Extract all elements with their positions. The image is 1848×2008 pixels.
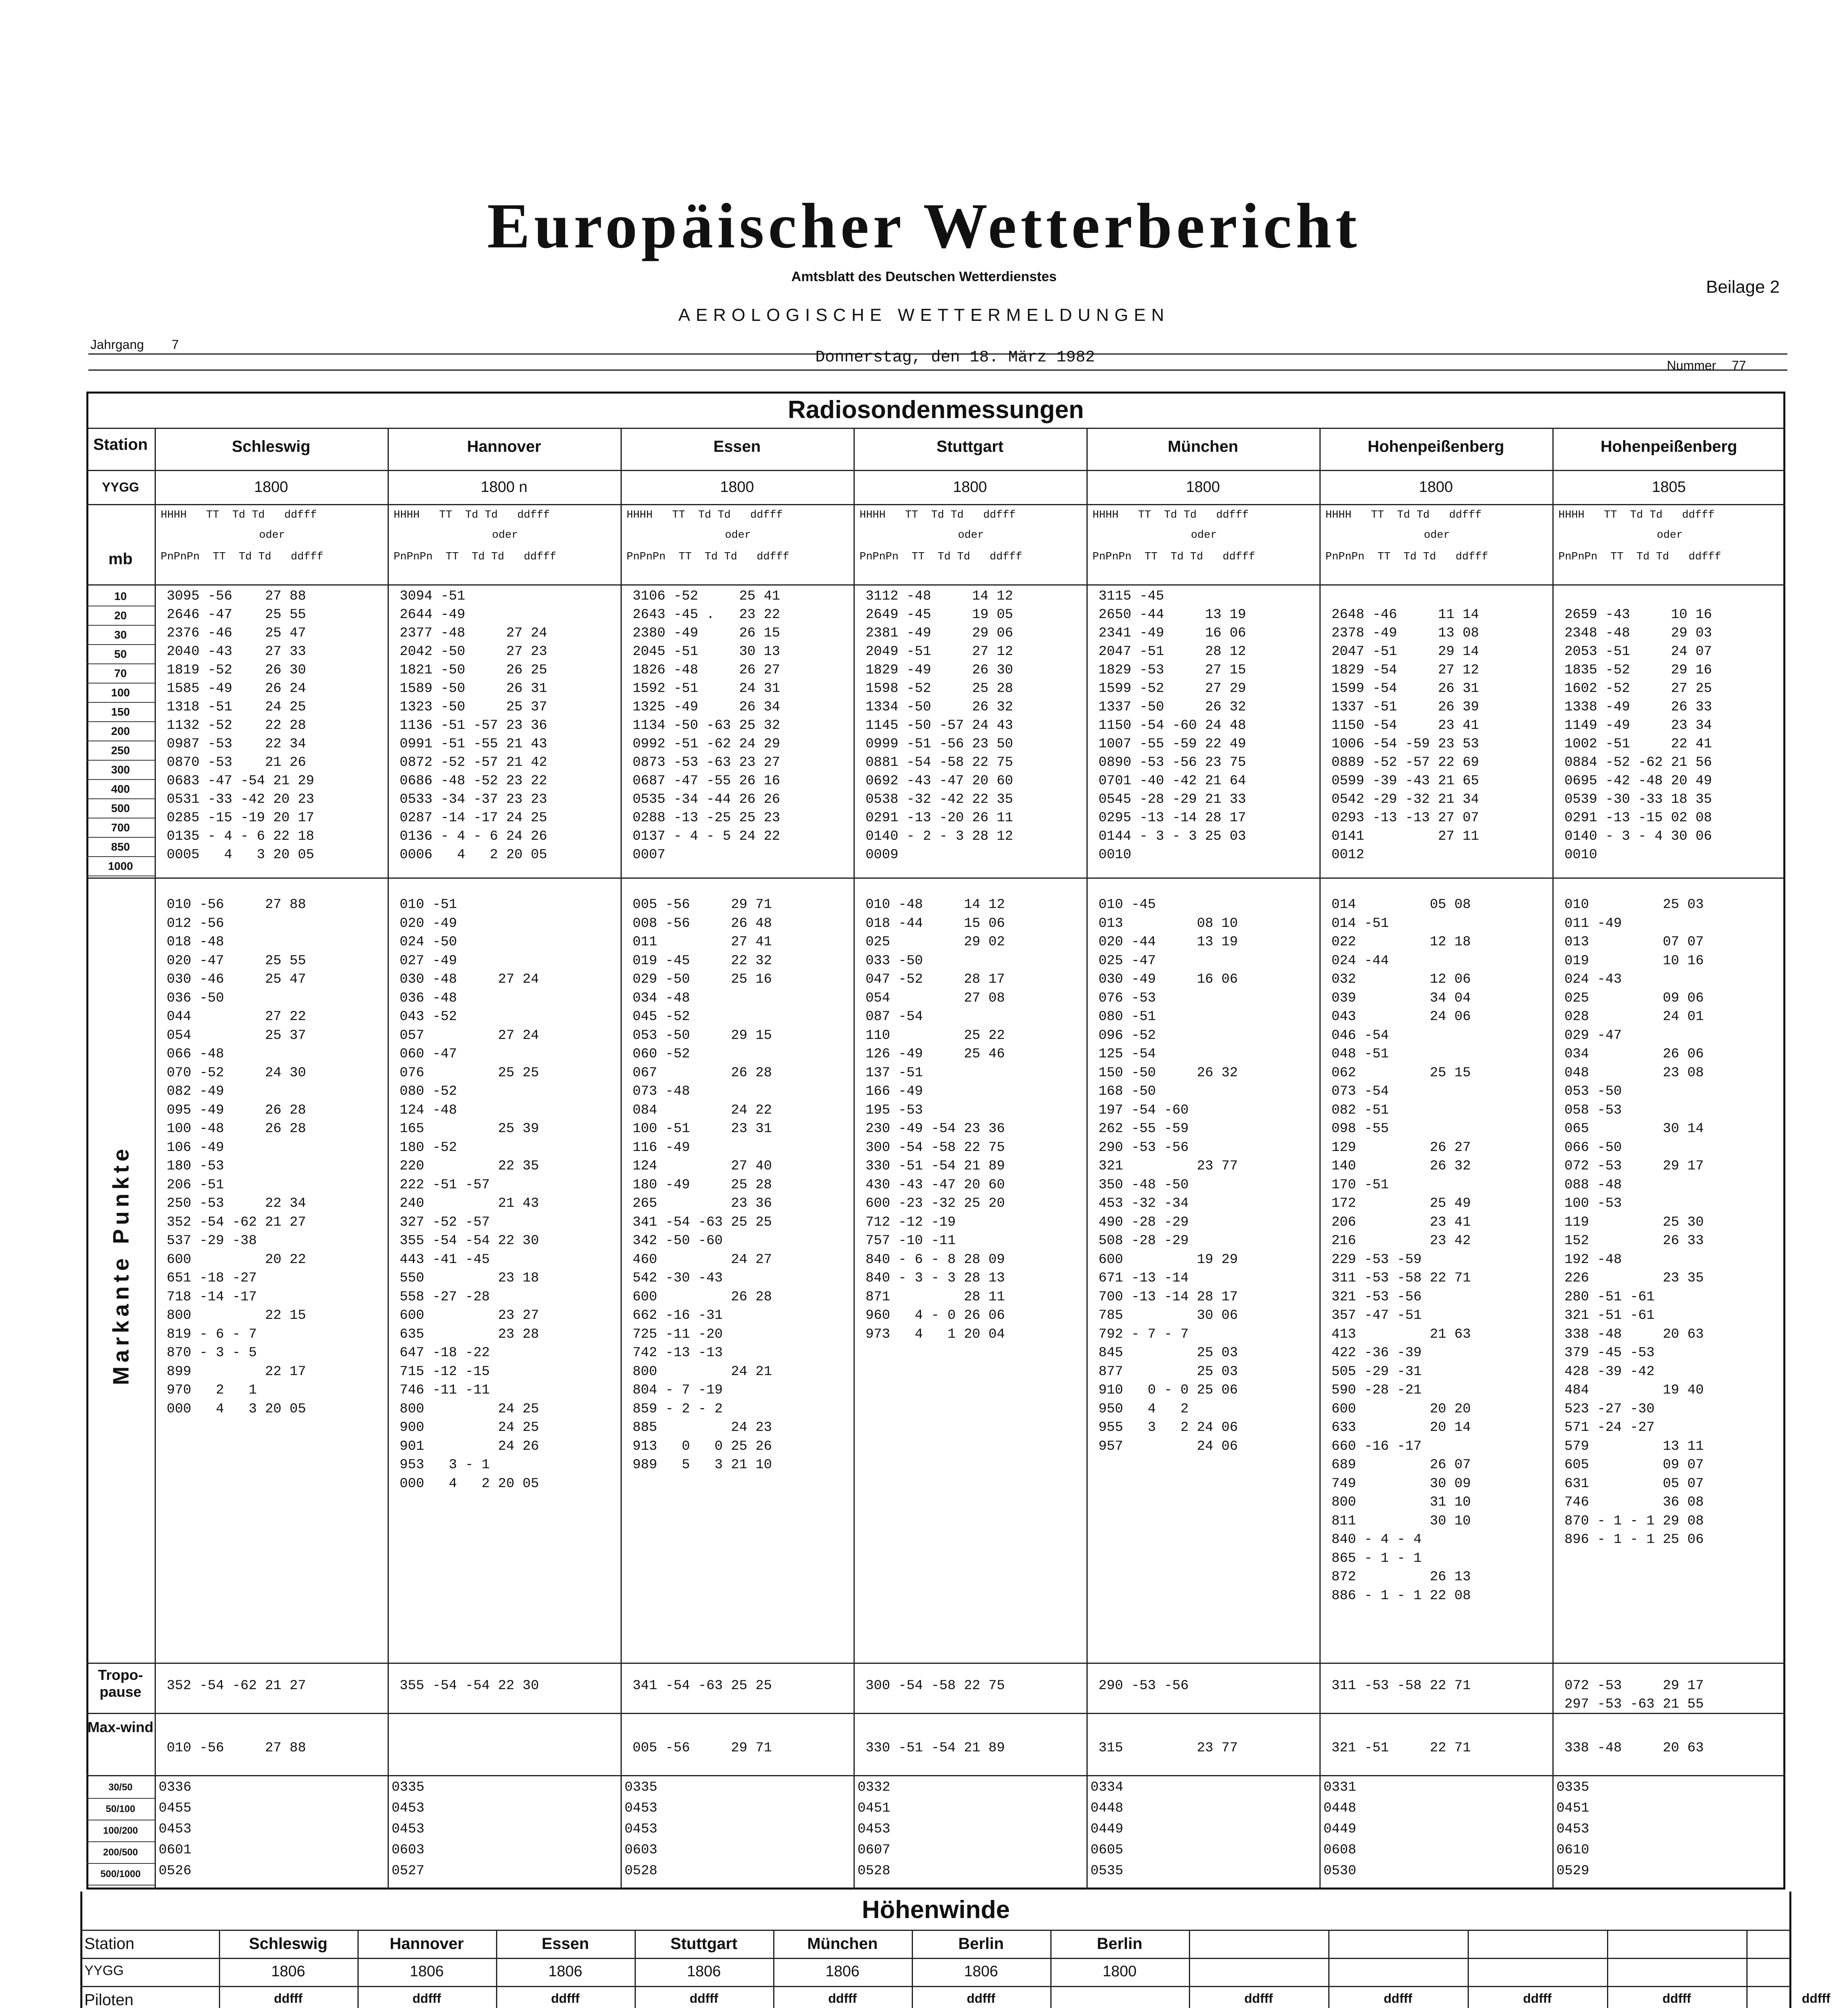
- rule: [86, 470, 1785, 471]
- column-divider: [1319, 428, 1321, 1890]
- rule: [80, 1930, 1791, 1931]
- pressure-level: 400: [86, 780, 155, 799]
- station-name: Stuttgart: [936, 438, 1004, 455]
- hw-station-yygg: 1806: [964, 1963, 998, 1980]
- standard-level-data: 2659 -43 10 16 2348 -48 29 03 2053 -51 24 07 1835 -52 29 16 1602 -52 27 25 1338 -49 26 33 1149 -49 23 34 1002 -51 22 41 0884 -52 -62 21 56 0695 -42 -48 20 49 0539 -30 -33 18 35 0291 -13 -15 02 08 0140 - 3 - 4 30 06 0010: [1564, 607, 1712, 863]
- hw-station-name: Berlin: [958, 1935, 1004, 1953]
- shear-labels: [86, 1777, 155, 1886]
- hw-yygg-label: YYGG: [84, 1963, 124, 1978]
- jahrgang-row: [90, 337, 179, 352]
- column-header: PnPnPn TT Td Td ddfff: [1325, 551, 1489, 563]
- markante-punkte-data: 005 -56 29 71 008 -56 26 48 011 27 41 019 -45 22 32 029 -50 25 16 034 -48 045 -52 053 -50 29 15 060 -52 067 26 28 073 -48 084 24 22 100 -51 23 31 116 -49 124 27 40 180 -49 25 28 265 23 36 341 -54 -63 25 25 342 -50 -60 460 24 27 542 -30 -43 600 26 28 662 -16 -31 725 -11 -20 742 -13 -13 800 24 21 804 - 7 -19 859 - 2 - 2 885 24 23 913 0 0 25 26 989 5 3 21 10: [633, 897, 772, 1473]
- pressure-level: 300: [86, 761, 155, 780]
- column-divider: [854, 428, 855, 1890]
- hw-piloten-label: Piloten: [84, 1991, 134, 2008]
- hw-station-yygg: 1806: [271, 1963, 305, 1980]
- markante-punkte-data: 010 -51 020 -49 024 -50 027 -49 030 -48 27 24 036 -48 043 -52 057 27 24 060 -47 076 25 25 080 -52 124 -48 165 25 39 180 -52 220 22 35 222 -51 -57 240 21 43 327 -52 -57 355 -54 -54 22 30 443 -41 -45 550 23 18 558 -27 -28 600 23 27 635 23 28 647 -18 -22 715 -12 -15 746 -11 -11 800 24 25 900 24 25 901 24 26 953 3 - 1 000 4 2 20 05: [400, 897, 539, 1492]
- pressure-level: 20: [86, 606, 155, 626]
- column-header-oder: oder: [958, 529, 984, 541]
- hw-unit: ddfff: [1523, 1991, 1552, 2006]
- markante-punkte-data: 010 -45 013 08 10 020 -44 13 19 025 -47 030 -49 16 06 076 -53 080 -51 096 -52 125 -54 150 -50 26 32 168 -50 197 -54 -60 262 -55 -59 290 -53 -56 321 23 77 350 -48 -50 453 -32 -34 490 -28 -29 508 -28 -29 600 19 29 671 -13 -14 700 -13 -14 28 17 785 30 06 792 - 7 - 7 845 25 03 877 25 03 910 0 - 0 25 06 950 4 2 955 3 2 24 06 957 24 06: [1099, 897, 1238, 1454]
- column-divider: [1552, 428, 1554, 1890]
- page-title: Europäischer Wetterbericht: [487, 190, 1361, 261]
- hw-station-name: Berlin: [1097, 1935, 1143, 1953]
- maxwind-data: 010 -56 27 88: [167, 1741, 306, 1756]
- jahrgang-value: 7: [172, 337, 179, 352]
- station-name: Schleswig: [232, 438, 310, 455]
- tropopause-data: 072 -53 29 17 297 -53 -63 21 55: [1564, 1678, 1704, 1712]
- column-divider: [1086, 428, 1088, 1890]
- hw-unit: ddfff: [551, 1991, 580, 2006]
- markante-punkte-data: 014 05 08 014 -51 022 12 18 024 -44 032 12 06 039 34 04 043 24 06 046 -54 048 -51 062 25 15 073 -54 082 -51 098 -55 129 26 27 140 26 32 170 -51 172 25 49 206 23 41 216 23 42 229 -53 -59 311 -53 -58 22 71 321 -53 -56 357 -47 -51 413 21 63 422 -36 -39 505 -29 -31 590 -28 -21 600 20 20 633 20 14 660 -16 -17 689 26 07 749 30 09 800 31 10 811 30 10 840 - 4 - 4 865 - 1 - 1 872 26 13 886 - 1 - 1 22 08: [1331, 897, 1471, 1604]
- rule: [86, 428, 1785, 429]
- rule: [86, 1775, 1785, 1776]
- shear-layer-label: 50/100: [86, 1799, 155, 1820]
- shear-layer-label: 100/200: [86, 1820, 155, 1842]
- column-header-oder: oder: [1191, 529, 1217, 541]
- standard-level-data: 3094 -51 2644 -49 2377 -48 27 24 2042 -50 27 23 1821 -50 26 25 1589 -50 26 31 1323 -50 25 37 1136 -51 -57 23 36 0991 -51 -55 21 43 0872 -52 -57 21 42 0686 -48 -52 23 22 0533 -34 -37 23 23 0287 -14 -17 24 25 0136 - 4 - 6 24 26 0006 4 2 20 05: [400, 589, 547, 863]
- shear-data: 0335 0451 0453 0610 0529: [1556, 1780, 1589, 1879]
- column-header: HHHH TT Td Td ddfff: [860, 509, 1016, 521]
- mb-label: mb: [108, 550, 133, 568]
- station-yygg: 1805: [1652, 479, 1686, 496]
- jahrgang-label: Jahrgang: [90, 337, 144, 352]
- hw-station-name: Stuttgart: [670, 1935, 737, 1953]
- tropopause-data: 290 -53 -56: [1099, 1678, 1189, 1694]
- nummer-value: 77: [1732, 358, 1746, 373]
- hw-station-yygg: 1806: [410, 1963, 444, 1980]
- column-divider: [388, 428, 389, 1890]
- nummer-row: [1667, 358, 1746, 373]
- markante-punkte-data: 010 -48 14 12 018 -44 15 06 025 29 02 033 -50 047 -52 28 17 054 27 08 087 -54 110 25 22 126 -49 25 46 137 -51 166 -49 195 -53 230 -49 -54 23 36 300 -54 -58 22 75 330 -51 -54 21 89 430 -43 -47 20 60 600 -23 -32 25 20 712 -12 -19 757 -10 -11 840 - 6 - 8 28 09 840 - 3 - 3 28 13 871 28 11 960 4 - 0 26 06 973 4 1 20 04: [866, 897, 1005, 1342]
- pressure-level: 500: [86, 799, 155, 818]
- hw-unit: ddfff: [966, 1991, 996, 2006]
- maxwind-data: 330 -51 -54 21 89: [866, 1741, 1005, 1756]
- hw-station-name: Schleswig: [249, 1935, 328, 1953]
- hw-unit: ddfff: [828, 1991, 857, 2006]
- column-divider: [621, 428, 622, 1890]
- column-header: PnPnPn TT Td Td ddfff: [394, 551, 557, 563]
- hw-station-name: Essen: [541, 1935, 589, 1953]
- publisher-line: Amtsblatt des Deutschen Wetterdienstes: [791, 269, 1057, 284]
- markante-punkte-data: 010 25 03 011 -49 013 07 07 019 10 16 024 -43 025 09 06 028 24 01 029 -47 034 26 06 048 23 08 053 -50 058 -53 065 30 14 066 -50 072 -53 29 17 088 -48 100 -53 119 25 30 152 26 33 192 -48 226 23 35 280 -51 -61 321 -51 -61 338 -48 20 63 379 -45 -53 428 -39 -42 484 19 40 523 -27 -30 571 -24 -27 579 13 11 605 09 07 631 05 07 746 36 08 870 - 1 - 1 29 08 896 - 1 - 1 25 06: [1564, 897, 1704, 1547]
- station-yygg: 1800 n: [480, 479, 528, 496]
- pressure-level: 700: [86, 818, 155, 838]
- shear-layer-label: 200/500: [86, 1842, 155, 1864]
- shear-data: 0332 0451 0453 0607 0528: [858, 1780, 890, 1879]
- station-name: Hannover: [467, 438, 541, 455]
- hw-unit: ddfff: [689, 1991, 719, 2006]
- pressure-level: 50: [86, 645, 155, 664]
- pressure-level: 200: [86, 722, 155, 741]
- tropopause-data: 300 -54 -58 22 75: [866, 1678, 1005, 1694]
- station-label: Station: [93, 436, 148, 453]
- station-yygg: 1800: [254, 479, 288, 496]
- column-header: PnPnPn TT Td Td ddfff: [860, 551, 1023, 563]
- section-heading: AEROLOGISCHE WETTERMELDUNGEN: [678, 305, 1170, 325]
- rule: [80, 1958, 1791, 1959]
- hw-station-yygg: 1800: [1103, 1963, 1137, 1980]
- hw-station-name: Hannover: [390, 1935, 464, 1953]
- station-name: Hohenpeißenberg: [1367, 438, 1505, 455]
- column-header: PnPnPn TT Td Td ddfff: [1092, 551, 1256, 563]
- markante-punkte-label-box: [86, 1084, 155, 1446]
- standard-level-data: 3106 -52 25 41 2643 -45 . 23 22 2380 -49 26 15 2045 -51 30 13 1826 -48 26 27 1592 -51 24 31 1325 -49 26 34 1134 -50 -63 25 32 0992 -51 -62 24 29 0873 -53 -63 23 27 0687 -47 -55 26 16 0535 -34 -44 26 26 0288 -13 -25 25 23 0137 - 4 - 5 24 22 0007: [633, 589, 780, 863]
- shear-data: 0335 0453 0453 0603 0528: [625, 1780, 658, 1879]
- station-name: München: [1168, 438, 1238, 455]
- column-header-oder: oder: [725, 529, 751, 541]
- station-yygg: 1800: [1419, 479, 1453, 496]
- column-header: HHHH TT Td Td ddfff: [161, 509, 317, 521]
- hw-unit: ddfff: [1383, 1991, 1413, 2006]
- standard-level-data: 3112 -48 14 12 2649 -45 19 05 2381 -49 29 06 2049 -51 27 12 1829 -49 26 30 1598 -52 25 28 1334 -50 26 32 1145 -50 -57 24 43 0999 -51 -56 23 50 0881 -54 -58 22 75 0692 -43 -47 20 60 0538 -32 -42 22 35 0291 -13 -20 26 11 0140 - 2 - 3 28 12 0009: [866, 589, 1013, 863]
- pressure-level: 10: [86, 587, 155, 606]
- column-header: HHHH TT Td Td ddfff: [394, 509, 550, 521]
- column-header: HHHH TT Td Td ddfff: [627, 509, 783, 521]
- nummer-label: Nummer: [1667, 358, 1716, 373]
- pressure-level: 100: [86, 684, 155, 703]
- station-yygg: 1800: [1186, 479, 1220, 496]
- hw-station-label: Station: [84, 1935, 135, 1953]
- standard-level-data: 3095 -56 27 88 2646 -47 25 55 2376 -46 25 47 2040 -43 27 33 1819 -52 26 30 1585 -49 26 24 1318 -51 24 25 1132 -52 22 28 0987 -53 22 34 0870 -53 21 26 0683 -47 -54 21 29 0531 -33 -42 20 23 0285 -15 -19 20 17 0135 - 4 - 6 22 18 0005 4 3 20 05: [167, 589, 314, 863]
- tropopause-label: Tropo-pause: [98, 1667, 143, 1700]
- pressure-level: 70: [86, 664, 155, 684]
- tropopause-data: 355 -54 -54 22 30: [400, 1678, 539, 1694]
- markante-punkte-label: Markante Punkte: [108, 1145, 133, 1386]
- shear-data: 0335 0453 0453 0603 0527: [392, 1780, 425, 1879]
- pressure-levels: [86, 587, 155, 876]
- maxwind-label: Max-wind: [87, 1719, 153, 1735]
- hoehenwinde-title: Höhenwinde: [862, 1896, 1010, 1924]
- station-yygg: 1800: [953, 479, 987, 496]
- standard-level-data: 3115 -45 2650 -44 13 19 2341 -49 16 06 2047 -51 28 12 1829 -53 27 15 1599 -52 27 29 1337 -50 26 32 1150 -54 -60 24 48 1007 -55 -59 22 49 0890 -53 -56 23 75 0701 -40 -42 21 64 0545 -28 -29 21 33 0295 -13 -14 28 17 0144 - 3 - 3 25 03 0010: [1099, 589, 1246, 863]
- column-header: PnPnPn TT Td Td ddfff: [1558, 551, 1721, 563]
- hw-station-yygg: 1806: [548, 1963, 582, 1980]
- header-rule-bottom: [88, 369, 1787, 371]
- hw-unit: ddfff: [1662, 1991, 1691, 2006]
- rule: [86, 1713, 1785, 1714]
- station-name: Hohenpeißenberg: [1600, 438, 1738, 455]
- rule: [86, 877, 1785, 879]
- radiosonde-title: Radiosondenmessungen: [788, 396, 1084, 424]
- maxwind-data: 338 -48 20 63: [1564, 1741, 1704, 1756]
- shear-data: 0334 0448 0449 0605 0535: [1090, 1780, 1123, 1879]
- hw-station-yygg: 1806: [825, 1963, 860, 1980]
- rule: [86, 1663, 1785, 1664]
- pressure-level: 1000: [86, 857, 155, 876]
- pressure-level: 30: [86, 626, 155, 645]
- tropopause-data: 352 -54 -62 21 27: [167, 1678, 306, 1694]
- yygg-label: YYGG: [102, 480, 139, 494]
- markante-punkte-data: 010 -56 27 88 012 -56 018 -48 020 -47 25 55 030 -46 25 47 036 -50 044 27 22 054 25 37 066 -48 070 -52 24 30 082 -49 095 -49 26 28 100 -48 26 28 106 -49 180 -53 206 -51 250 -53 22 34 352 -54 -62 21 27 537 -29 -38 600 20 22 651 -18 -27 718 -14 -17 800 22 15 819 - 6 - 7 870 - 3 - 5 899 22 17 970 2 1 000 4 3 20 05: [167, 897, 306, 1417]
- column-header: PnPnPn TT Td Td ddfff: [161, 551, 324, 563]
- shear-data: 0336 0455 0453 0601 0526: [159, 1780, 192, 1879]
- issue-date: Donnerstag, den 18. März 1982: [815, 349, 1095, 367]
- pressure-level: 850: [86, 838, 155, 857]
- column-header-oder: oder: [259, 529, 285, 541]
- hw-unit: ddfff: [412, 1991, 441, 2006]
- rule: [80, 1986, 1791, 1987]
- shear-data: 0331 0448 0449 0608 0530: [1323, 1780, 1356, 1879]
- beilage-label: Beilage 2: [1706, 277, 1780, 297]
- hw-unit: ddfff: [1244, 1991, 1273, 2006]
- column-header: HHHH TT Td Td ddfff: [1558, 509, 1715, 521]
- rule: [86, 584, 1785, 586]
- tropopause-data: 341 -54 -63 25 25: [633, 1678, 772, 1694]
- tropopause-data: 311 -53 -58 22 71: [1331, 1678, 1471, 1694]
- pressure-level: 250: [86, 741, 155, 761]
- station-yygg: 1800: [720, 479, 754, 496]
- station-name: Essen: [713, 438, 761, 455]
- rule: [86, 504, 1785, 505]
- column-header: PnPnPn TT Td Td ddfff: [627, 551, 790, 563]
- hw-unit: ddfff: [274, 1991, 303, 2006]
- standard-level-data: 2648 -46 11 14 2378 -49 13 08 2047 -51 29 14 1829 -54 27 12 1599 -54 26 31 1337 -51 26 39 1150 -54 23 41 1006 -54 -59 23 53 0889 -52 -57 22 69 0599 -39 -43 21 65 0542 -29 -32 21 34 0293 -13 -13 27 07 0141 27 11 0012: [1331, 607, 1479, 863]
- shear-layer-label: 500/1000: [86, 1864, 155, 1886]
- maxwind-data: 321 -51 22 71: [1331, 1741, 1471, 1756]
- column-header-oder: oder: [1424, 529, 1450, 541]
- pressure-level: 150: [86, 703, 155, 722]
- maxwind-data: 315 23 77: [1099, 1741, 1238, 1756]
- hw-station-yygg: 1806: [687, 1963, 721, 1980]
- column-header: HHHH TT Td Td ddfff: [1092, 509, 1249, 521]
- hw-station-name: München: [807, 1935, 878, 1953]
- maxwind-data: 005 -56 29 71: [633, 1741, 772, 1756]
- column-divider: [155, 428, 156, 1890]
- column-header-oder: oder: [1657, 529, 1683, 541]
- column-header: HHHH TT Td Td ddfff: [1325, 509, 1482, 521]
- hw-unit: ddfff: [1801, 1991, 1831, 2006]
- column-header-oder: oder: [492, 529, 518, 541]
- shear-layer-label: 30/50: [86, 1777, 155, 1799]
